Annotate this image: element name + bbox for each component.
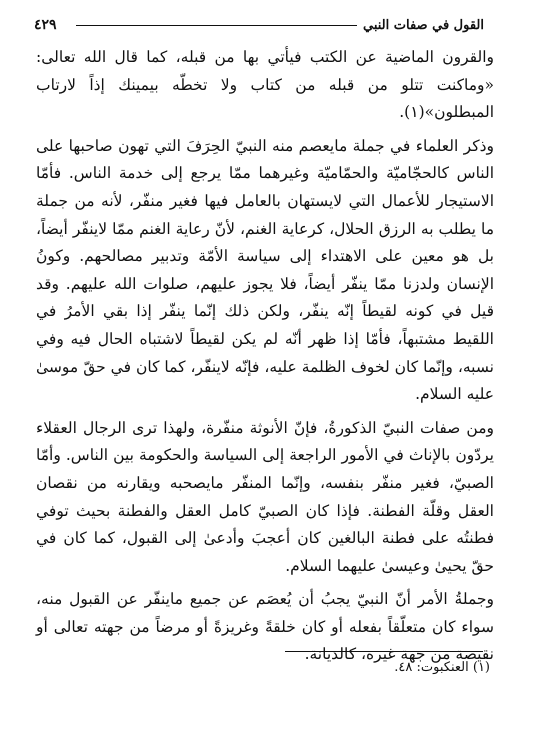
paragraph: وجملةُ الأمر أنّ النبيّ يجبُ أن يُعصَم عن جميع ماينفّر عن القبول منه، سواء كان متعلّقاً بفعله أو كان خلقةً وغريزةً أو مرضاً من جهته تعالى أو نقيصة من جهة غيره، كالديانة. <box>36 590 494 664</box>
paragraph: والقرون الماضية عن الكتب فيأتي بها من قبله، كما قال الله تعالى: «وماكنت تتلو من قبله من كتاب ولا تخطّه بيمينك إذاً لارتاب المبطلون»(١). <box>36 48 494 122</box>
main-text <box>36 44 494 669</box>
page-header <box>34 14 484 36</box>
page-number: ٤٢٩ <box>34 17 57 33</box>
footnote-rule <box>285 651 483 652</box>
running-title: القول في صفات النبي <box>362 17 484 33</box>
header-rule <box>76 25 357 26</box>
paragraph: وذكر العلماء في جملة مايعصم منه النبيّ الحِرَفَ التي تهون صاحبها على الناس كالحجّاميّة والحمّاميّة وغيرهما ممّا يرجع إلى خدمة الناس. فأمّا الاستيجار للأعمال التي لايستهان بالعامل فيها فغير منفّر، لأنه من جملة ما يطلب به الرزق الحلال، كرعاية الغنم، لأنّ رعاية الغنم ممّا لاينفّر أيضاً، بل هو معين على الاهتداء إلى سياسة الأمّة وتدبير مصالحهم. وكونُ الإنسان ولدزنا ممّا ينفّر أيضاً، فلا يجوز عليهم، صلوات الله عليهم. وقد قيل في كونه لقيطاً إنّه ينفّر، ولكن ذلك إنّما ينفّر إذا بقي الأمرُ في اللقيط مشتبهاً، فأمّا إذا ظهر أنّه لم يكن لقيطاً لاشتباه الحال فيه وفي نسبه، وإنّما كان لخوف الظلمة عليه، فإنّه لاينفّر، كما كان في حقّ موسىٰ عليه السلام. <box>36 136 494 404</box>
paragraph: ومن صفات النبيّ الذكورةُ، فإنّ الأنوثة منفّرة، ولهذا ترى الرجال العقلاء يردّون بالإناث في الأمور الراجعة إلى السياسة والحكومة بين الناس. وأمّا الصبيّ، فغير منفّر بنفسه، وإنّما المنفّر مايصحبه ويقارنه من نقصان العقل وقلّة الفطنة. فإذا كان الصبيّ كامل العقل والفطنة بحيث توفي فطنتُه على فطنة البالغين كان أعجبَ وأدعىٰ إلى القبول، كما كان في حقّ يحيىٰ وعيسىٰ عليهما السلام. <box>36 418 494 575</box>
footnote: (١) العنكبوت: ٤٨. <box>394 660 490 675</box>
